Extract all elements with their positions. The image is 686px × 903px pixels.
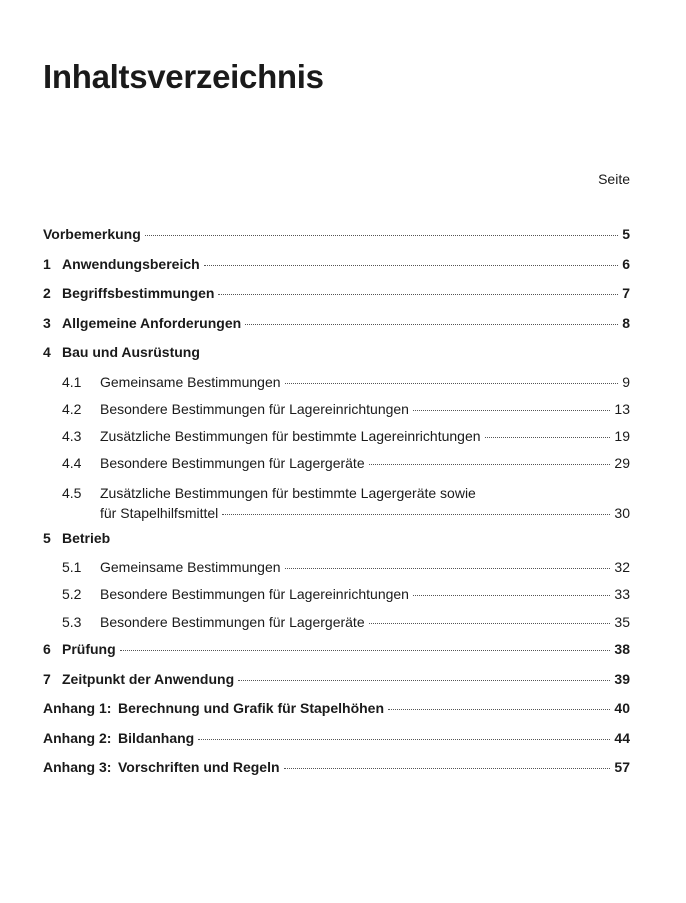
toc-entry-label: Berechnung und Grafik für Stapelhöhen: [118, 700, 385, 717]
toc-entry-5-2[interactable]: [43, 586, 630, 613]
dot-leader: [413, 410, 610, 411]
toc-entry-number: 5.1: [62, 559, 82, 576]
toc-entry-anhang-3[interactable]: [43, 759, 630, 789]
dot-leader: [369, 464, 611, 465]
toc-entry-label: Vorschriften und Regeln: [118, 759, 280, 776]
toc-entry-anhang-1[interactable]: [43, 700, 630, 730]
page-column-header: Seite: [598, 171, 630, 187]
toc-entry-page: 57: [614, 759, 630, 776]
dot-leader: [245, 324, 618, 325]
toc-entry-label: Bau und Ausrüstung: [62, 344, 200, 360]
toc-entry-page: 6: [622, 255, 630, 272]
toc-entry-label: Besondere Bestimmungen für Lagereinrichtungen: [100, 586, 409, 603]
toc-entry-label: Bildanhang: [118, 729, 195, 746]
toc-entry-page: 44: [614, 729, 630, 746]
toc-entry-number: 2: [43, 285, 51, 301]
toc-entry-number: 4.5: [62, 484, 82, 501]
toc-entry-label: Besondere Bestimmungen für Lagergeräte: [100, 613, 365, 630]
dot-leader: [284, 768, 611, 769]
toc-entry-4-4[interactable]: [43, 455, 630, 482]
toc-entry-number: Anhang 3:: [43, 759, 112, 776]
toc-entry-label: Besondere Bestimmungen für Lagereinrichtungen: [100, 400, 409, 417]
page-title: Inhaltsverzeichnis: [43, 58, 324, 95]
toc-entry-number: 5: [43, 529, 51, 546]
toc-entry-label: Gemeinsame Bestimmungen: [100, 559, 281, 576]
toc-entry-number: 6: [43, 641, 51, 658]
toc-entry-page: 13: [614, 400, 630, 417]
toc-entry-page: 39: [614, 670, 630, 687]
toc-entry-label: Gemeinsame Bestimmungen: [100, 373, 281, 390]
toc-entry-page: 33: [614, 586, 630, 603]
dot-leader: [204, 265, 619, 266]
toc-entry-number: 4.2: [62, 400, 82, 417]
toc-entry-label: Zusätzliche Bestimmungen für bestimmte Lagereinrichtungen: [100, 428, 481, 445]
toc-entry-3[interactable]: [43, 315, 630, 345]
toc-entry-number: 4.1: [62, 373, 82, 390]
dot-leader: [238, 680, 610, 681]
toc-entry-page: 29: [614, 455, 630, 472]
toc-entry-page: 8: [622, 314, 630, 331]
toc-entry-page: 32: [614, 559, 630, 576]
dot-leader: [369, 623, 611, 624]
toc-entry-1[interactable]: [43, 256, 630, 286]
toc-entry-number: 4: [43, 344, 51, 360]
dot-leader: [388, 709, 610, 710]
toc-entry-label-line1: Zusätzliche Bestimmungen für bestimmte Lagergeräte sowie: [100, 484, 476, 501]
toc-entry-label: Allgemeine Anforderungen: [62, 314, 242, 331]
table-of-contents: [43, 226, 630, 789]
toc-entry-number: Anhang 2:: [43, 729, 112, 746]
toc-entry-number: 1: [43, 255, 51, 272]
toc-entry-4-5[interactable]: [43, 483, 630, 530]
toc-entry-4-1[interactable]: [43, 374, 630, 401]
dot-leader: [222, 514, 610, 515]
toc-entry-5[interactable]: [43, 530, 630, 560]
toc-entry-4-2[interactable]: [43, 401, 630, 428]
toc-entry-number: 4.4: [62, 455, 82, 472]
toc-entry-page: 5: [622, 226, 630, 242]
toc-entry-label: Prüfung: [62, 641, 116, 658]
dot-leader: [145, 235, 618, 236]
dot-leader: [198, 739, 610, 740]
toc-entry-2[interactable]: [43, 285, 630, 315]
dot-leader: [120, 650, 611, 651]
toc-entry-5-3[interactable]: [43, 614, 630, 641]
toc-entry-number: 4.3: [62, 428, 82, 445]
toc-entry-page: 30: [614, 504, 630, 521]
toc-entry-anhang-2[interactable]: [43, 730, 630, 760]
toc-entry-label: Betrieb: [62, 529, 111, 546]
toc-entry-number: 7: [43, 670, 51, 687]
toc-entry-page: 35: [614, 613, 630, 630]
toc-entry-page: 40: [614, 700, 630, 717]
toc-entry-label: Besondere Bestimmungen für Lagergeräte: [100, 455, 365, 472]
toc-entry-page: 9: [622, 373, 630, 390]
toc-entry-number: 3: [43, 314, 51, 331]
toc-entry-label-line2: für Stapelhilfsmittel: [100, 504, 219, 521]
toc-entry-label: Vorbemerkung: [43, 226, 141, 242]
toc-entry-7[interactable]: [43, 671, 630, 701]
toc-entry-page: 38: [614, 641, 630, 658]
toc-entry-4[interactable]: [43, 344, 630, 374]
dot-leader: [413, 595, 610, 596]
dot-leader: [485, 437, 611, 438]
toc-entry-label: Anwendungsbereich: [62, 255, 200, 272]
toc-entry-5-1[interactable]: [43, 559, 630, 586]
toc-entry-6[interactable]: [43, 641, 630, 671]
toc-entry-label: Begriffsbestimmungen: [62, 285, 215, 301]
toc-entry-vorbemerkung[interactable]: [43, 226, 630, 256]
dot-leader: [285, 568, 611, 569]
dot-leader: [218, 294, 618, 295]
toc-entry-number: 5.2: [62, 586, 82, 603]
toc-entry-page: 7: [622, 285, 630, 301]
dot-leader: [285, 383, 619, 384]
toc-entry-label: Zeitpunkt der Anwendung: [62, 670, 235, 687]
toc-entry-number: 5.3: [62, 613, 82, 630]
toc-entry-4-3[interactable]: [43, 428, 630, 455]
toc-entry-number: Anhang 1:: [43, 700, 112, 717]
toc-entry-page: 19: [614, 428, 630, 445]
